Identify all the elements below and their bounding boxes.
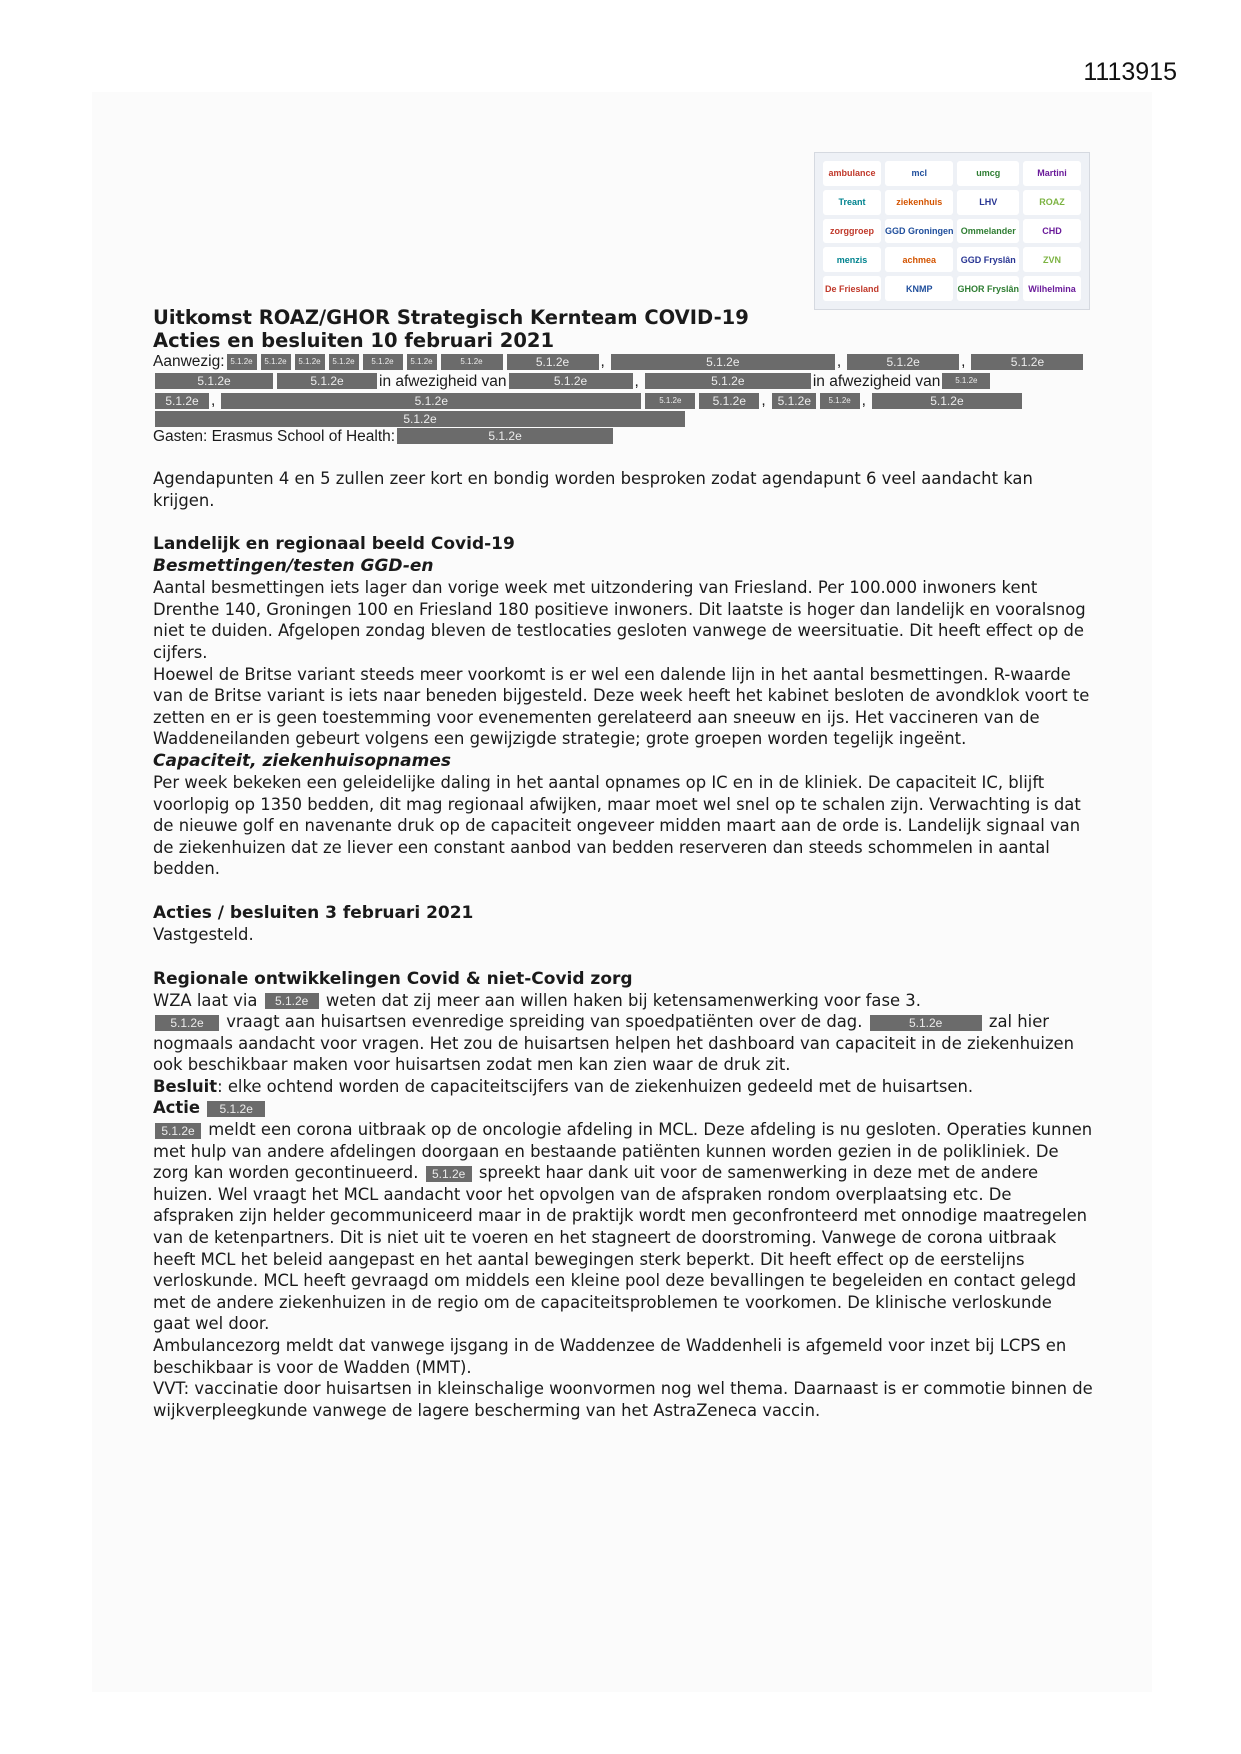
redaction: 5.1.2e [295,354,325,370]
redaction: 5.1.2e [155,1123,201,1139]
attendance-line-3: 5.1.2e , 5.1.2e 5.1.2e 5.1.2e , 5.1.2e 5.1.2e , 5.1.2e [153,391,1093,411]
redaction: 5.1.2e [155,373,273,389]
paragraph-huisartsen: 5.1.2e vraagt aan huisartsen evenredige spreiding van spoedpatiënten over de dag. 5.1.2e zal hier nogmaals aandacht voor vragen. Het zou de huisartsen helpen het dashboard van capaciteit in de ziekenhuizen ook beschikbaar maken voor huisartsen zodat men kan zien waar de druk zit. [153,1012,1075,1075]
document-subtitle: Acties en besluiten 10 februari 2021 [153,329,555,352]
paragraph-wza: WZA laat via 5.1.2e weten dat zij meer aan willen haken bij ketensamenwerking voor fase 3. [153,990,921,1010]
partner-logo: mcl [885,161,954,186]
partner-logos-image [814,152,1090,310]
absent-label: in afwezigheid van [812,372,941,390]
paragraph-actie [153,1097,1093,1119]
section-heading-regionale: Regionale ontwikkelingen Covid & niet-Covid zorg [153,968,633,989]
document-number: 1113915 [1083,58,1177,86]
logo-grid [815,153,1089,309]
redaction: 5.1.2e [441,354,503,370]
absent-label: in afwezigheid van [379,372,507,390]
guests-line [153,427,1093,447]
paragraph-mcl: 5.1.2e meldt een corona uitbraak op de oncologie afdeling in MCL. Deze afdeling is nu gesloten. Operaties kunnen met hulp van andere afdelingen doorgaan en bestaande patiënten kunnen worden gezien in de polikliniek. De zorg kan worden gecontinueerd. 5.1.2e spreekt haar dank uit voor de samenwerking in deze met de andere huizen. Wel vraagt het MCL aandacht voor het opvolgen van de afspraken rondom overplaatsing etc. De afspraken zijn helder gecommuniceerd maar in de praktijk wordt men geconfronteerd met onnodige maatregelen van de ketenpartners. Dit is niet uit te voeren en het stagneert de doorstroming. Vanwege de corona uitbraak heeft MCL het beleid aangepast en het aantal bewegingen sterk beperkt. Dit heeft effect op de eerstelijns verloskunde. MCL heeft gevraagd om middels een kleine pool deze bevallingen te begeleiden en contact gelegd met de andere ziekenhuizen in de regio om de capaciteitsproblemen te voorkomen. De klinische verloskunde gaat wel door. [153,1120,1093,1334]
paragraph-ambulancezorg: Ambulancezorg meldt dat vanwege ijsgang in de Waddenzee de Waddenheli is afgemeld voor inzet bij LCPS en beschikbaar is voor de Wadden (MMT). [153,1336,1067,1377]
guests-label: Gasten: Erasmus School of Health: [153,427,396,445]
redaction: 5.1.2e [261,354,291,370]
partner-logo: achmea [885,247,954,272]
partner-logo: De Friesland [823,276,881,301]
redaction: 5.1.2e [155,411,685,427]
redaction: 5.1.2e [772,393,816,409]
partner-logo: GHOR Fryslân [957,276,1019,301]
partner-logo: ziekenhuis [885,190,954,215]
redaction: 5.1.2e [645,393,695,409]
redaction: 5.1.2e [363,354,403,370]
redaction: 5.1.2e [407,354,437,370]
redaction: 5.1.2e [942,373,990,389]
besluit-text: : elke ochtend worden de capaciteitscijfers van de ziekenhuizen gedeeld met de huisartsen. [217,1076,974,1096]
attendance-line-1: Aanwezig: 5.1.2e 5.1.2e 5.1.2e 5.1.2e 5.1.2e 5.1.2e 5.1.2e 5.1.2e , 5.1.2e , 5.1.2e , 5.1.2e [153,352,1093,372]
redaction: 5.1.2e [509,373,633,389]
partner-logo: GGD Groningen [885,219,954,244]
partner-logo: LHV [957,190,1019,215]
redaction: 5.1.2e [611,354,835,370]
section-heading-landelijk: Landelijk en regionaal beeld Covid-19 [153,534,515,555]
redaction: 5.1.2e [426,1166,472,1182]
redaction: 5.1.2e [870,1015,982,1031]
redaction: 5.1.2e [265,993,319,1009]
attendance-line-4 [153,411,1093,427]
redaction: 5.1.2e [397,428,613,444]
partner-logo: ZVN [1023,247,1081,272]
partner-logo: Martini [1023,161,1081,186]
besluit-label: Besluit [153,1076,218,1096]
paragraph-britse-variant: Hoewel de Britse variant steeds meer voorkomt is er wel een dalende lijn in het aantal besmettingen. R-waarde van de Britse variant is iets naar beneden bijgesteld. Deze week heeft het kabinet besloten de avondklok voort te zetten en er is geen toestemming voor evenementen gerelateerd aan sneeuw en ijs. Het vaccineren van de Waddeneilanden gebeurt volgens een gewijzigde strategie; grote groepen worden tegelijk ingeënt. [153,664,1090,749]
partner-logo: ambulance [823,161,881,186]
partner-logo: GGD Fryslân [957,247,1019,272]
partner-logo: Wilhelmina [1023,276,1081,301]
partner-logo: Treant [823,190,881,215]
redaction: 5.1.2e [221,393,641,409]
present-label: Aanwezig: [153,353,225,370]
redaction: 5.1.2e [872,393,1022,409]
document-title: Uitkomst ROAZ/GHOR Strategisch Kernteam COVID-19 [153,306,749,329]
redaction: 5.1.2e [847,354,959,370]
section-heading-acties: Acties / besluiten 3 februari 2021 [153,902,474,923]
paragraph-besluit [153,1076,1093,1098]
redaction: 5.1.2e [507,354,599,370]
actie-label: Actie [153,1098,200,1118]
attendance-block [153,352,1093,446]
paragraph-capaciteit: Per week bekeken een geleidelijke daling in het aantal opnames op IC en in de kliniek. De capaciteit IC, blijft voorlopig op 1350 bedden, dit mag regionaal afwijken, maar moet wel snel op te schalen zijn. Verwachting is dat de nieuwe golf en navenante druk op de capaciteit ongeveer midden maart aan de orde is. Landelijk signaal van de ziekenhuizen dat ze liever een constant aanbod van bedden reserveren dan steeds schommelen in aantal bedden. [153,772,1081,879]
partner-logo: ROAZ [1023,190,1081,215]
document-body [153,306,1093,1421]
partner-logo: umcg [957,161,1019,186]
redaction: 5.1.2e [699,393,759,409]
redaction: 5.1.2e [329,354,359,370]
redaction: 5.1.2e [971,354,1083,370]
paragraph-vvt: VVT: vaccinatie door huisartsen in kleinschalige woonvormen nog wel thema. Daarnaast is er commotie binnen de wijkverpleegkunde vanwege de lagere bescherming van het AstraZeneca vaccin. [153,1379,1093,1420]
redaction: 5.1.2e [820,393,860,409]
redaction: 5.1.2e [155,1015,219,1031]
subheading-besmettingen: Besmettingen/testen GGD-en [153,556,434,577]
partner-logo: CHD [1023,219,1081,244]
redaction: 5.1.2e [227,354,257,370]
partner-logo: menzis [823,247,881,272]
agenda-intro: Agendapunten 4 en 5 zullen zeer kort en bondig worden besproken zodat agendapunt 6 veel aandacht kan krijgen. [153,469,1033,510]
partner-logo: Ommelander [957,219,1019,244]
attendance-line-2: 5.1.2e 5.1.2e in afwezigheid van 5.1.2e , 5.1.2e in afwezigheid van 5.1.2e [153,372,1093,392]
redaction: 5.1.2e [645,373,811,389]
subheading-capaciteit: Capaciteit, ziekenhuisopnames [153,750,451,771]
redaction: 5.1.2e [277,373,377,389]
redaction: 5.1.2e [207,1101,265,1117]
paragraph-besmettingen: Aantal besmettingen iets lager dan vorige week met uitzondering van Friesland. Per 100.000 inwoners kent Drenthe 140, Groningen 100 en Friesland 180 positieve inwoners. Dit laatste is hoger dan landelijk en vooralsnog niet te duiden. Afgelopen zondag bleven de testlocaties gesloten vanwege de weersituatie. Dit heeft effect op de cijfers. [153,578,1086,662]
partner-logo: zorggroep [823,219,881,244]
redaction: 5.1.2e [155,393,209,409]
acties-status: Vastgesteld. [153,924,254,944]
partner-logo: KNMP [885,276,954,301]
